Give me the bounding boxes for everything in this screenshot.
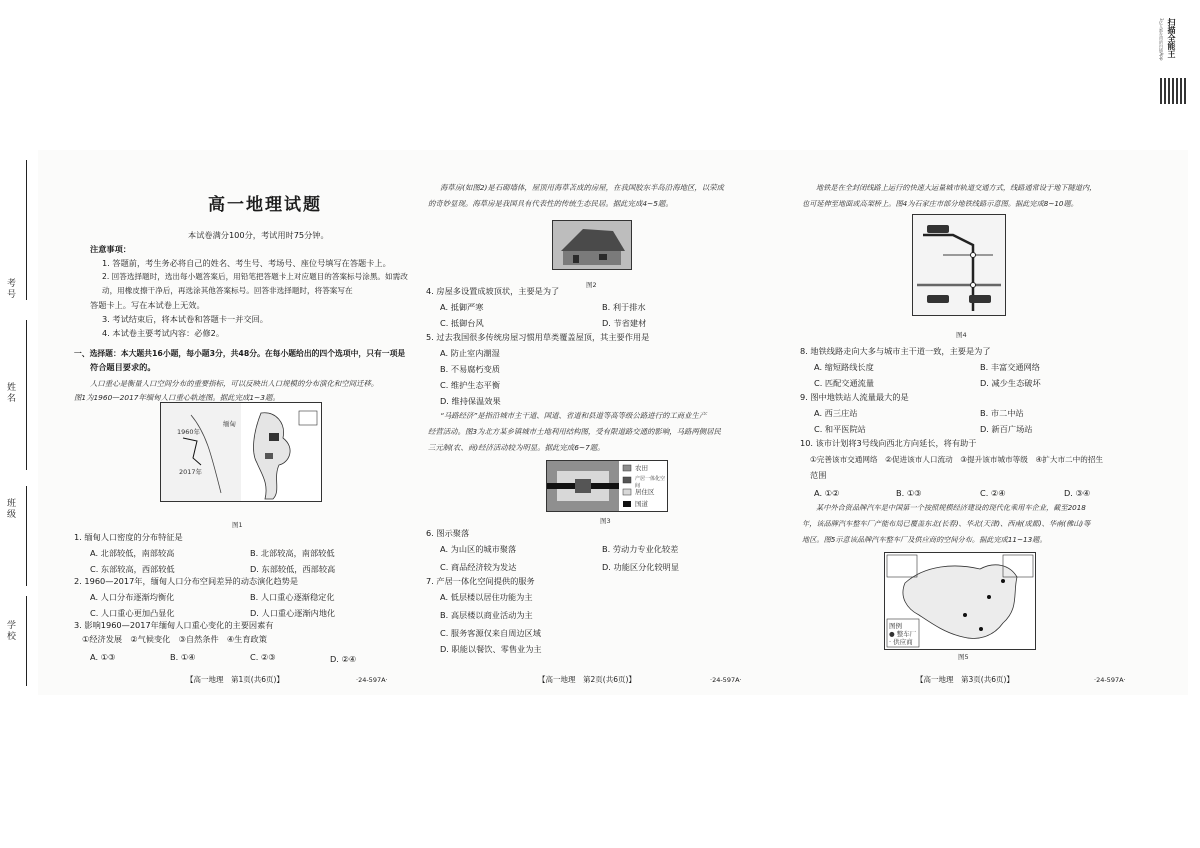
passage-text: 地区。图5示意该品牌汽车整车厂及供应商的空间分布。据此完成11~13题。 (802, 535, 1047, 544)
q1-option-b[interactable]: B. 北部较高，南部较低 (250, 548, 335, 558)
page-2-code: ·24-597A· (710, 676, 742, 684)
exam-title: 高一地理试题 (208, 195, 322, 215)
passage-text: “马路经济”是指沿城市主干道、国道、省道和县道等高等级公路进行的工商业生产 (440, 411, 707, 420)
seaweed-house-graphic (553, 221, 631, 269)
q6-option-b[interactable]: B. 劳动力专业化较差 (602, 544, 679, 554)
q10-option-b[interactable]: B. ①③ (896, 488, 922, 498)
binding-strip (0, 150, 39, 695)
fig1-label-2017: 2017年 (179, 468, 203, 476)
binding-label-exam-no: 考号 (5, 278, 15, 300)
question-6: 6. 图示聚落 (426, 528, 470, 538)
scanner-app-label: 扫描全能王 (1167, 18, 1176, 58)
q3-option-d[interactable]: D. ②④ (330, 654, 357, 664)
notice-item: 1. 答题前，考生务必将自己的姓名、考生号、考场号、座位号填写在答题卡上。 (102, 258, 391, 268)
q8-option-d[interactable]: D. 减少生态破坏 (980, 378, 1041, 388)
notice-item: 2. 回答选择题时，选出每小题答案后，用铅笔把答题卡上对应题目的答案标号涂黑。如需改动，用橡皮擦干净后，再选涂其他答案标号。回答非选择题时，将答案写在 (102, 272, 408, 295)
q7-option-a[interactable]: A. 低层楼以居住功能为主 (440, 592, 533, 602)
q2-option-c[interactable]: C. 人口重心更加凸显化 (90, 608, 175, 618)
q5-option-c[interactable]: C. 维护生态平衡 (440, 380, 501, 390)
qr-code-icon (1160, 78, 1186, 104)
figure-5-china-map (884, 552, 1036, 650)
q10-option-a[interactable]: A. ①② (814, 488, 840, 498)
question-1: 1. 缅甸人口密度的分布特征是 (74, 532, 183, 542)
question-2: 2. 1960—2017年，缅甸人口分布空间差异的动态演化趋势是 (74, 576, 299, 586)
question-7: 7. 产居一体化空间提供的服务 (426, 576, 535, 586)
myanmar-map-graphic (161, 403, 321, 501)
q7-option-b[interactable]: B. 高层楼以商业活动为主 (440, 610, 533, 620)
metro-lines-graphic (913, 215, 1005, 315)
q1-option-a[interactable]: A. 北部较低，南部较高 (90, 548, 175, 558)
notice-item: 答题卡上。写在本试卷上无效。 (90, 300, 205, 310)
passage-text: 三元制(农、商)经济活动较为明显。据此完成6~7题。 (428, 443, 605, 452)
q2-option-b[interactable]: B. 人口重心逐渐稳定化 (250, 592, 335, 602)
q4-option-d[interactable]: D. 节省建材 (602, 318, 647, 328)
q4-option-c[interactable]: C. 抵御台风 (440, 318, 484, 328)
q5-option-a[interactable]: A. 防止室内潮湿 (440, 348, 500, 358)
passage-text: 某中外合资品牌汽车是中国第一个按照规模经济建设的现代化乘用车企业，截至2018 (816, 503, 1086, 512)
q2-option-d[interactable]: D. 人口重心逐渐内地化 (250, 608, 336, 618)
scanner-watermark (1158, 18, 1190, 104)
figure-5-caption: 图5 (958, 653, 969, 661)
passage-text: 也可延伸至地面或高架桥上。图4为石家庄市部分地铁线路示意图。据此完成8~10题。 (802, 199, 1078, 208)
q10-items-cont: 范围 (810, 470, 827, 480)
fig3-legend-mixed: 产居一体化空间 (635, 476, 666, 489)
question-10: 10. 该市计划将3号线向西北方向延长，将有助于 (800, 438, 977, 448)
q4-option-b[interactable]: B. 利于排水 (602, 302, 646, 312)
question-3: 3. 影响1960—2017年缅甸人口重心变化的主要因素有 (74, 620, 274, 630)
figure-3-caption: 图3 (600, 517, 611, 525)
binding-label-name: 姓名 (5, 382, 15, 404)
fig3-legend-farmland: 农田 (635, 464, 648, 472)
passage-text: 年，该品牌汽车整车厂产能布局已覆盖东北(长春)、华北(天津)、西南(成都)、华南(佛山)等 (802, 519, 1091, 528)
q8-option-c[interactable]: C. 匹配交通流量 (814, 378, 875, 388)
q9-option-b[interactable]: B. 市二中站 (980, 408, 1024, 418)
fig3-legend-residential: 居住区 (635, 488, 655, 496)
q1-option-d[interactable]: D. 东部较低，西部较高 (250, 564, 336, 574)
passage-text: 人口重心是衡量人口空间分布的重要指标，可以反映出人口规模的分布演化和空间迁移。 (90, 379, 379, 388)
q4-option-a[interactable]: A. 抵御严寒 (440, 302, 484, 312)
q3-option-b[interactable]: B. ①④ (170, 652, 196, 662)
q10-items: ①完善该市交通网络 ②促进该市人口流动 ③提升该市城市等级 ④扩大市二中的招生 (810, 455, 1104, 464)
notice-item: 4. 本试卷主要考试内容：必修2。 (102, 328, 225, 338)
q7-option-d[interactable]: D. 职能以餐饮、零售业为主 (440, 644, 542, 654)
figure-3-landuse (546, 460, 668, 512)
q3-option-a[interactable]: A. ①③ (90, 652, 116, 662)
figure-1-caption: 图1 (232, 521, 243, 529)
q3-items: ①经济发展 ②气候变化 ③自然条件 ④生育政策 (82, 634, 267, 644)
fig3-legend-road: 国道 (635, 500, 648, 508)
question-5: 5. 过去我国很多传统房屋习惯用草类覆盖屋顶，其主要作用是 (426, 332, 650, 342)
section-heading: 符合题目要求的。 (90, 362, 156, 372)
figure-2-photo (552, 220, 632, 270)
page-1-footer: 【高一地理 第1页(共6页)】 (186, 675, 284, 684)
q5-option-b[interactable]: B. 不易腐朽变质 (440, 364, 500, 374)
page-3-code: ·24-597A· (1094, 676, 1126, 684)
q10-option-c[interactable]: C. ②④ (980, 488, 1006, 498)
q6-option-a[interactable]: A. 为山区的城市聚落 (440, 544, 517, 554)
exam-sheet (38, 150, 1188, 695)
passage-text: 的奇妙显现。海草房是我国具有代表性的传统生态民居。据此完成4~5题。 (428, 199, 673, 208)
figure-2-caption: 图2 (586, 281, 597, 289)
passage-text: 地铁是在全封闭线路上运行的快速大运量城市轨道交通方式，线路通常设于地下隧道内， (816, 183, 1097, 192)
exam-subtitle: 本试卷满分100分，考试用时75分钟。 (188, 230, 329, 240)
question-8: 8. 地铁线路走向大多与城市主干道一致，主要是为了 (800, 346, 991, 356)
page-3-footer: 【高一地理 第3页(共6页)】 (916, 675, 1014, 684)
q8-option-b[interactable]: B. 丰富交通网络 (980, 362, 1040, 372)
figure-1-map (160, 402, 322, 502)
q2-option-a[interactable]: A. 人口分布逐渐均衡化 (90, 592, 175, 602)
fig5-legend-title: 图例 (889, 622, 902, 630)
page-1-code: ·24-597A· (356, 676, 388, 684)
q10-option-d[interactable]: D. ③④ (1064, 488, 1091, 498)
notice-heading: 注意事项： (90, 244, 131, 254)
page-2-footer: 【高一地理 第2页(共6页)】 (538, 675, 636, 684)
figure-4-metro-map (912, 214, 1006, 316)
binding-fill-line (26, 160, 27, 300)
q3-option-c[interactable]: C. ②③ (250, 652, 276, 662)
q9-option-d[interactable]: D. 新百广场站 (980, 424, 1033, 434)
question-4: 4. 房屋多设置成坡顶状，主要是为了 (426, 286, 560, 296)
q9-option-c[interactable]: C. 和平医院站 (814, 424, 866, 434)
binding-label-class: 班级 (5, 498, 15, 520)
passage-text: 海草房(如图2)是石砌墙体，屋顶用海草苫成的房屋，在我国胶东半岛沿海地区，以荣成 (440, 183, 724, 192)
passage-text: 经营活动。图3为北方某乡镇城市土地利用结构图，受有限道路交通的影响，马路两侧居民 (428, 427, 721, 436)
notice-item: 3. 考试结束后，将本试卷和答题卡一并交回。 (102, 314, 268, 324)
q6-option-d[interactable]: D. 功能区分化较明显 (602, 562, 680, 572)
figure-4-caption: 图4 (956, 331, 967, 339)
q8-option-a[interactable]: A. 缩短路线长度 (814, 362, 874, 372)
q1-option-c[interactable]: C. 东部较高，西部较低 (90, 564, 175, 574)
binding-fill-line (26, 596, 27, 686)
fig5-legend-supplier: · 供应商 (889, 638, 913, 646)
section-heading: 一、选择题：本大题共16小题，每小题3分，共48分。在每小题给出的四个选项中，只有一项是 (74, 349, 406, 358)
q6-option-c[interactable]: C. 商品经济较为发达 (440, 562, 517, 572)
binding-fill-line (26, 486, 27, 586)
passage-text: 图1为1960—2017年缅甸人口重心轨迹图。据此完成1~3题。 (74, 393, 280, 402)
fig1-label-1960: 1960年 (177, 428, 201, 436)
binding-fill-line (26, 320, 27, 470)
q9-option-a[interactable]: A. 西三庄站 (814, 408, 858, 418)
q5-option-d[interactable]: D. 维持保温效果 (440, 396, 501, 406)
fig1-label-country: 缅甸 (223, 420, 236, 428)
question-9: 9. 图中地铁站人流量最大的是 (800, 392, 909, 402)
q7-option-c[interactable]: C. 服务客源仅来自周边区域 (440, 628, 541, 638)
scanner-app-sub: 3亿人都在用的扫描App (1159, 18, 1164, 61)
binding-label-school: 学校 (5, 620, 15, 642)
fig5-legend-factory: ● 整车厂 (889, 630, 917, 638)
